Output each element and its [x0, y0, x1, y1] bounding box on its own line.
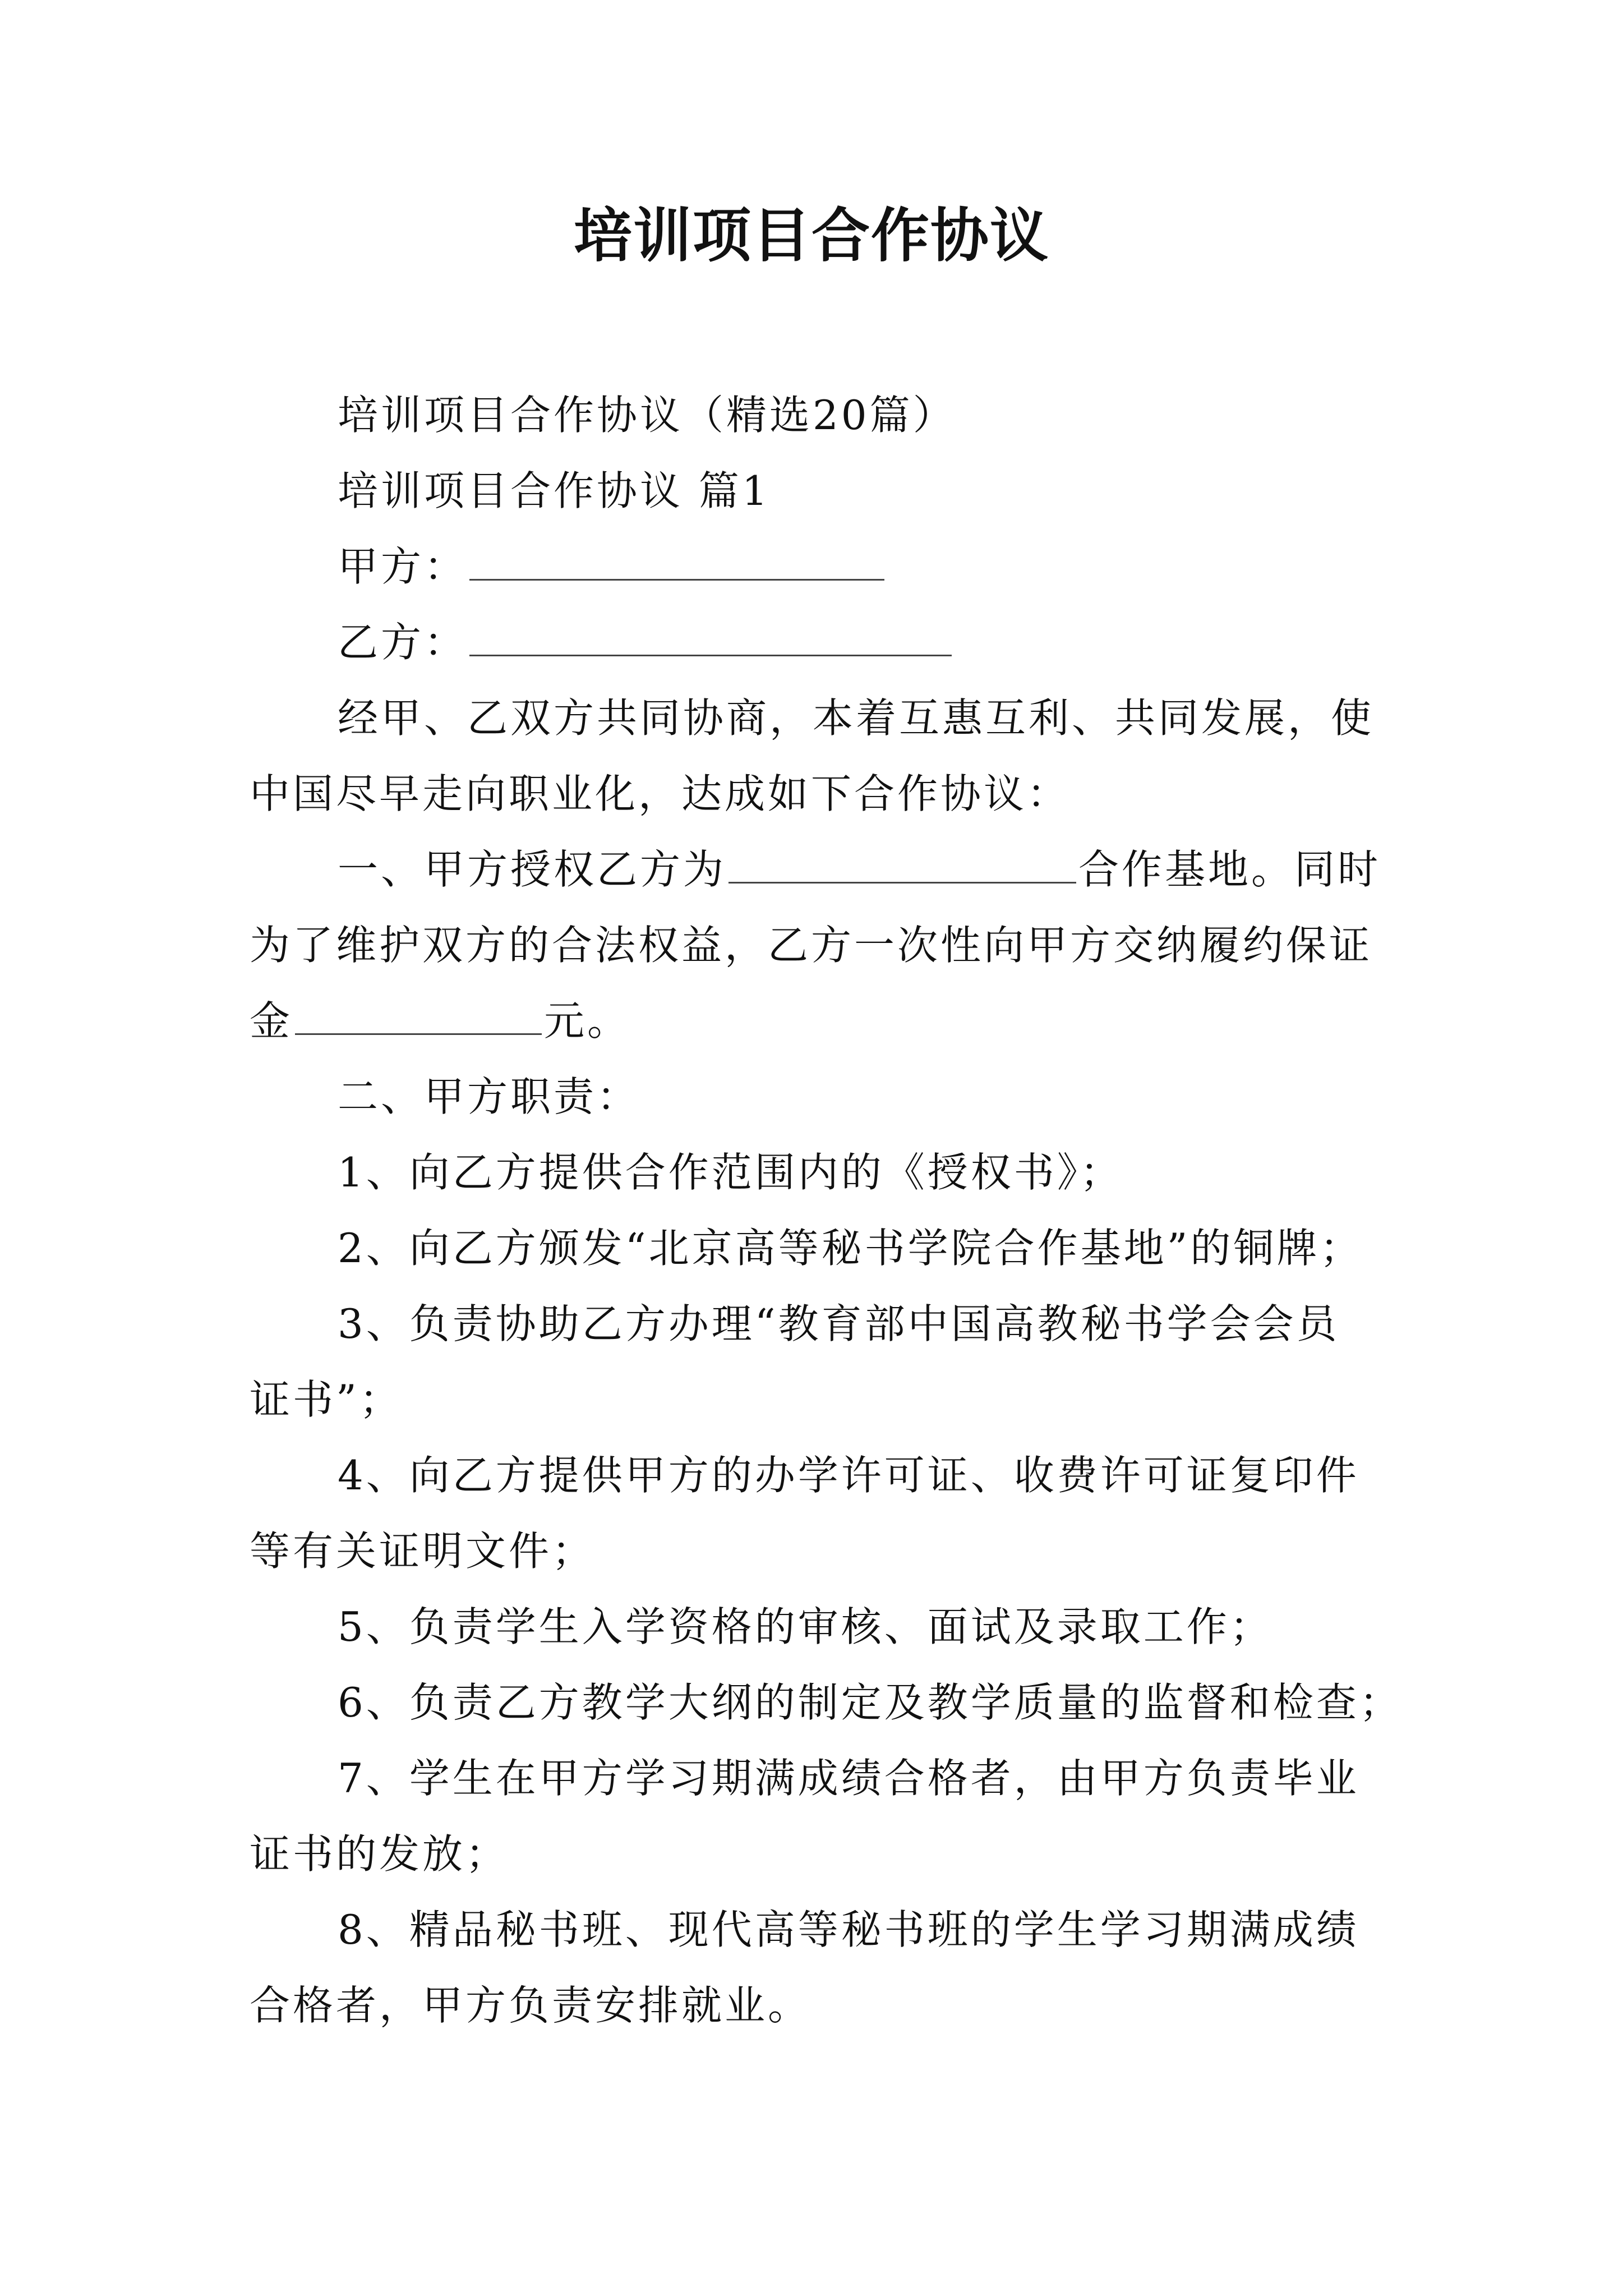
intro-line-1: 经甲、乙双方共同协商，本着互惠互利、共同发展，使 — [338, 694, 1375, 742]
document-subtitle: 培训项目合作协议（精选20篇） — [338, 392, 956, 439]
party-a-blank — [469, 545, 884, 581]
duty-3-line-1: 3、负责协助乙方办理“教育部中国高教秘书学会会员 — [338, 1300, 1340, 1347]
clause1-line-2: 为了维护双方的合法权益，乙方一次性向甲方交纳履约保证 — [250, 922, 1373, 969]
duty-7-line-1: 7、学生在甲方学习期满成绩合格者，由甲方负责毕业 — [338, 1755, 1359, 1802]
party-a-label: 甲方： — [338, 543, 468, 590]
deposit-pre-text: 金 — [250, 997, 293, 1045]
clause1-post-text: 合作基地。同时 — [1078, 846, 1381, 893]
duty-4-line-1: 4、向乙方提供甲方的办学许可证、收费许可证复印件 — [338, 1452, 1359, 1499]
party-b-line — [338, 614, 954, 670]
party-b-label: 乙方： — [338, 619, 468, 666]
base-name-blank — [728, 848, 1076, 884]
duty-4-line-2: 等有关证明文件； — [250, 1527, 596, 1575]
clause1-pre-text: 一、甲方授权乙方为 — [338, 846, 727, 893]
clause1-line-1 — [338, 841, 1381, 898]
deposit-post-text: 元。 — [544, 997, 631, 1045]
duty-6: 6、负责乙方教学大纲的制定及教学质量的监督和检查； — [338, 1679, 1403, 1726]
duty-8-line-1: 8、精品秘书班、现代高等秘书班的学生学习期满成绩 — [338, 1906, 1359, 1953]
party-a-line — [338, 539, 887, 595]
duty-3-line-2: 证书”； — [250, 1376, 403, 1423]
duty-1: 1、向乙方提供合作范围内的《授权书》； — [338, 1149, 1123, 1196]
duty-2: 2、向乙方颁发“北京高等秘书学院合作基地”的铜牌； — [338, 1225, 1363, 1272]
clause2-heading: 二、甲方职责： — [338, 1073, 640, 1120]
clause1-line-3 — [250, 993, 630, 1049]
duty-8-line-2: 合格者，甲方负责安排就业。 — [250, 1982, 811, 2029]
duty-5: 5、负责学生入学资格的审核、面试及录取工作； — [338, 1603, 1273, 1650]
party-b-blank — [469, 621, 952, 656]
duty-7-line-2: 证书的发放； — [250, 1830, 509, 1878]
intro-line-2: 中国尽早走向职业化，达成如下合作协议： — [250, 770, 1071, 817]
section-heading: 培训项目合作协议 篇1 — [338, 467, 771, 514]
document-title: 培训项目合作协议 — [573, 201, 1049, 270]
deposit-amount-blank — [295, 1000, 542, 1035]
